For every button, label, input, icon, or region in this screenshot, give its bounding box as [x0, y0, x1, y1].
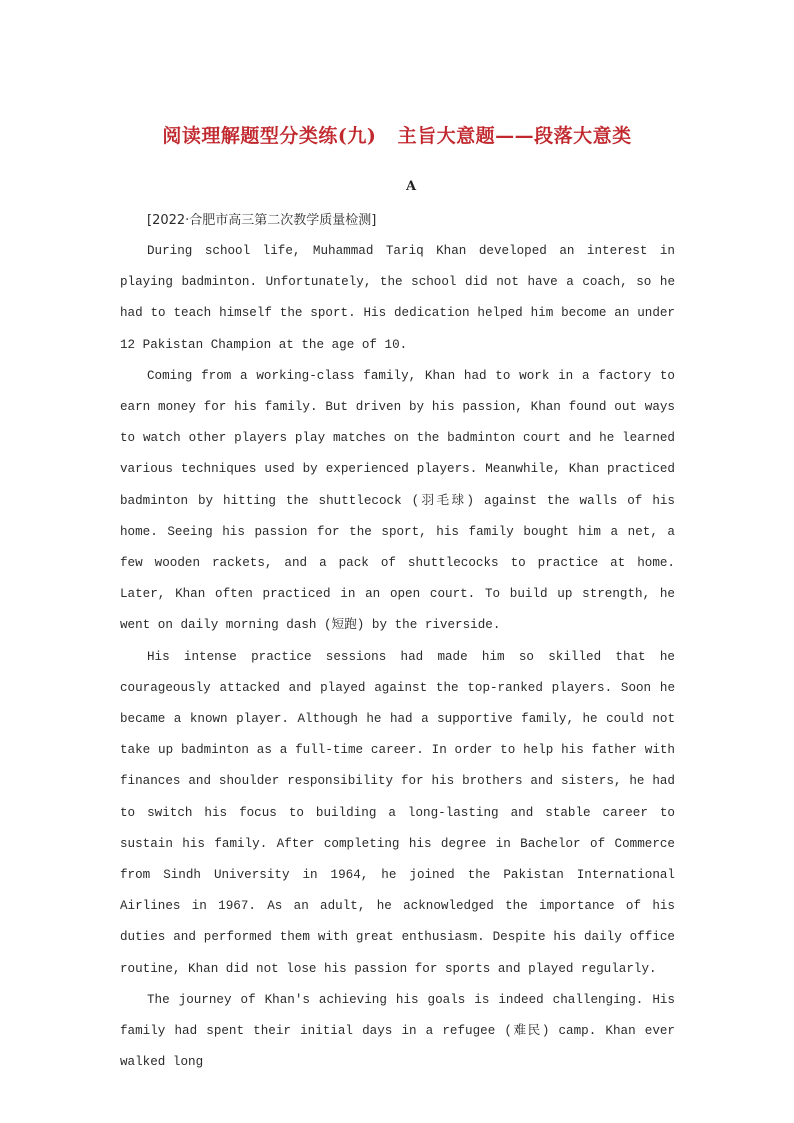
paragraph-3: His intense practice sessions had made him so skilled that he courageously attacked and played against the top-ranked players. Soon he became a known player. Although he had a supportive family, he could not take up badminton as a full-time career. In order to help his father with finances and shoulder responsibility for his brothers and sisters, he had to switch his focus to building a long-lasting and stable career to sustain his family. After completing his degree in Bachelor of Commerce from Sindh University in 1964, he joined the Pakistan International Airlines in 1967. As an adult, he acknowledged the importance of his duties and performed them with great enthusiasm. Despite his daily office routine, Khan did not lose his passion for sports and played regularly. — [120, 649, 675, 976]
section-label: A — [405, 179, 417, 194]
page-title: 阅读理解题型分类练(九) 主旨大意题——段落大意类 — [162, 125, 632, 147]
paragraph-2: Coming from a working-class family, Khan had to work in a factory to earn money for his family. But driven by his passion, Khan found out ways to watch other players play matches on the badminton court and he learned various techniques used by experienced players. Meanwhile, Khan practiced badminton by hitting the shuttlecock (羽毛球) against the walls of his home. Seeing his passion for the sport, his family bought him a net, a few wooden rackets, and a pack of shuttlecocks to practice at home. Later, Khan often practiced in an open court. To build up strength, he went on daily morning dash (短跑) by the riverside. — [120, 368, 675, 633]
paragraph-1: During school life, Muhammad Tariq Khan developed an interest in playing badminton. Unfortunately, the school did not have a coach, so he had to teach himself the sport. His dedication helped him become an under 12 Pakistan Champion at the age of 10. — [120, 244, 675, 352]
passage-body — [120, 236, 675, 1078]
paragraph-4: The journey of Khan's achieving his goals is indeed challenging. His family had spent their initial days in a refugee (难民) camp. Khan ever walked long — [120, 992, 675, 1070]
source-citation: [2022·合肥市高三第二次教学质量检测] — [147, 213, 377, 228]
